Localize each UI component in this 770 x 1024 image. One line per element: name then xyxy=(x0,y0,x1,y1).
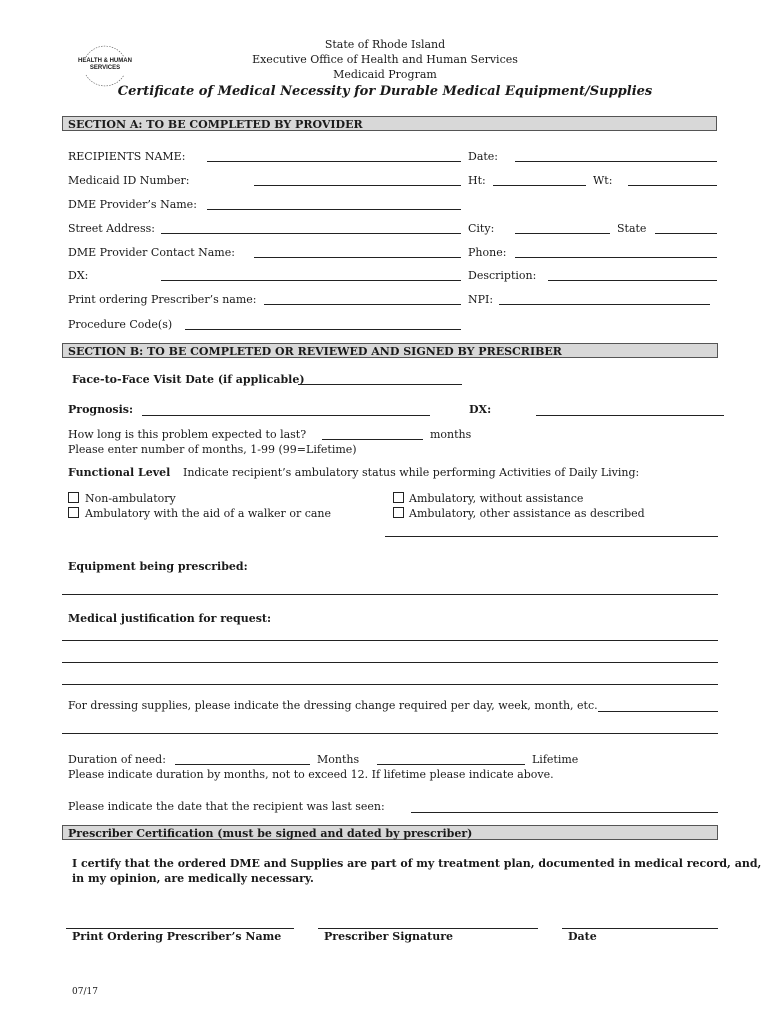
contact-name-field[interactable] xyxy=(254,257,461,258)
logo-main-text-1: HEALTH & HUMAN xyxy=(78,58,132,64)
how-long-field[interactable] xyxy=(322,439,423,440)
justification-line-2[interactable] xyxy=(62,662,718,663)
phone-label: Phone: xyxy=(468,246,507,259)
weight-label: Wt: xyxy=(593,174,613,187)
dressing-line[interactable] xyxy=(62,733,718,734)
functional-level-description: Indicate recipient’s ambulatory status while performing Activities of Daily Living: xyxy=(183,466,640,479)
justification-label: Medical justification for request: xyxy=(68,612,272,625)
certification-statement-line-2: in my opinion, are medically necessary. xyxy=(72,872,314,885)
prognosis-label: Prognosis: xyxy=(68,403,134,416)
signature-date-line[interactable] xyxy=(562,928,718,929)
duration-label: Duration of need: xyxy=(68,753,166,766)
page-title: Certificate of Medical Necessity for Durable Medical Equipment/Supplies xyxy=(117,84,653,99)
last-seen-label: Please indicate the date that the recipient was last seen: xyxy=(68,800,385,813)
procedure-codes-label: Procedure Code(s) xyxy=(68,318,173,331)
certification-header: Prescriber Certification (must be signed and dated by prescriber) xyxy=(62,825,718,840)
prescriber-signature-caption: Prescriber Signature xyxy=(324,930,454,943)
date-field[interactable] xyxy=(515,161,717,162)
non-ambulatory-label: Non-ambulatory xyxy=(85,492,176,505)
face-to-face-label: Face-to-Face Visit Date (if applicable) xyxy=(72,373,305,386)
functional-level-label: Functional Level xyxy=(68,466,171,479)
prescriber-name-label: Print ordering Prescriber’s name: xyxy=(68,293,257,306)
dx-field[interactable] xyxy=(161,280,461,281)
header-office: Executive Office of Health and Human Services xyxy=(252,53,518,66)
dressing-label: For dressing supplies, please indicate the dressing change required per day, week, month, etc. xyxy=(68,699,598,712)
section-a-header: SECTION A: TO BE COMPLETED BY PROVIDER xyxy=(62,116,717,131)
certification-statement-line-1: I certify that the ordered DME and Supplies are part of my treatment plan, documented in medical record, and, xyxy=(72,857,762,870)
contact-name-label: DME Provider Contact Name: xyxy=(68,246,235,259)
height-field[interactable] xyxy=(493,185,586,186)
section-b-dx-field[interactable] xyxy=(536,415,724,416)
description-label: Description: xyxy=(468,269,537,282)
last-seen-field[interactable] xyxy=(411,812,718,813)
description-field[interactable] xyxy=(548,280,717,281)
header-program: Medicaid Program xyxy=(333,68,437,81)
npi-field[interactable] xyxy=(499,304,710,305)
dme-provider-name-label: DME Provider’s Name: xyxy=(68,198,197,211)
signature-date-caption: Date xyxy=(568,930,597,943)
equipment-label: Equipment being prescribed: xyxy=(68,560,248,573)
duration-lifetime-label: Lifetime xyxy=(532,753,579,766)
justification-line-1[interactable] xyxy=(62,640,718,641)
city-label: City: xyxy=(468,222,495,235)
prognosis-field[interactable] xyxy=(142,415,430,416)
state-field[interactable] xyxy=(655,233,717,234)
months-label: months xyxy=(430,428,472,441)
height-label: Ht: xyxy=(468,174,486,187)
other-assistance-checkbox[interactable] xyxy=(393,507,404,518)
prescriber-name-field[interactable] xyxy=(264,304,461,305)
dx-label: DX: xyxy=(68,269,89,282)
justification-line-3[interactable] xyxy=(62,684,718,685)
walker-cane-label: Ambulatory with the aid of a walker or cane xyxy=(85,507,332,520)
npi-label: NPI: xyxy=(468,293,494,306)
header-state: State of Rhode Island xyxy=(324,38,446,51)
duration-months-label: Months xyxy=(317,753,360,766)
date-label: Date: xyxy=(468,150,499,163)
street-address-label: Street Address: xyxy=(68,222,155,235)
months-note: Please enter number of months, 1-99 (99=Lifetime) xyxy=(68,443,357,456)
prescriber-signature-line[interactable] xyxy=(318,928,538,929)
duration-note: Please indicate duration by months, not to exceed 12. If lifetime please indicate above. xyxy=(68,768,554,781)
prescriber-name-caption: Print Ordering Prescriber’s Name xyxy=(72,930,282,943)
duration-months-field[interactable] xyxy=(175,764,310,765)
phone-field[interactable] xyxy=(515,257,717,258)
recipients-name-field[interactable] xyxy=(207,161,461,162)
state-label: State xyxy=(617,222,647,235)
procedure-codes-field[interactable] xyxy=(185,329,461,330)
section-b-header: SECTION B: TO BE COMPLETED OR REVIEWED AND SIGNED BY PRESCRIBER xyxy=(62,343,718,358)
other-assistance-label: Ambulatory, other assistance as described xyxy=(409,507,645,520)
medicaid-id-field[interactable] xyxy=(254,185,461,186)
section-b-dx-label: DX: xyxy=(469,403,492,416)
recipients-name-label: RECIPIENTS NAME: xyxy=(68,150,186,163)
revision-date: 07/17 xyxy=(72,987,98,997)
medicaid-id-label: Medicaid ID Number: xyxy=(68,174,190,187)
weight-field[interactable] xyxy=(628,185,717,186)
logo-main-text-2: SERVICES xyxy=(89,65,121,71)
prescriber-name-signature-line[interactable] xyxy=(66,928,294,929)
face-to-face-field[interactable] xyxy=(298,384,462,385)
city-field[interactable] xyxy=(515,233,610,234)
duration-lifetime-field[interactable] xyxy=(377,764,525,765)
equipment-field[interactable] xyxy=(62,594,718,595)
dme-provider-name-field[interactable] xyxy=(207,209,461,210)
dressing-field[interactable] xyxy=(598,711,718,712)
without-assistance-label: Ambulatory, without assistance xyxy=(409,492,584,505)
other-assistance-description-field[interactable] xyxy=(385,536,718,537)
walker-cane-checkbox[interactable] xyxy=(68,507,79,518)
how-long-label: How long is this problem expected to last? xyxy=(68,428,307,441)
street-address-field[interactable] xyxy=(161,233,461,234)
without-assistance-checkbox[interactable] xyxy=(393,492,404,503)
non-ambulatory-checkbox[interactable] xyxy=(68,492,79,503)
